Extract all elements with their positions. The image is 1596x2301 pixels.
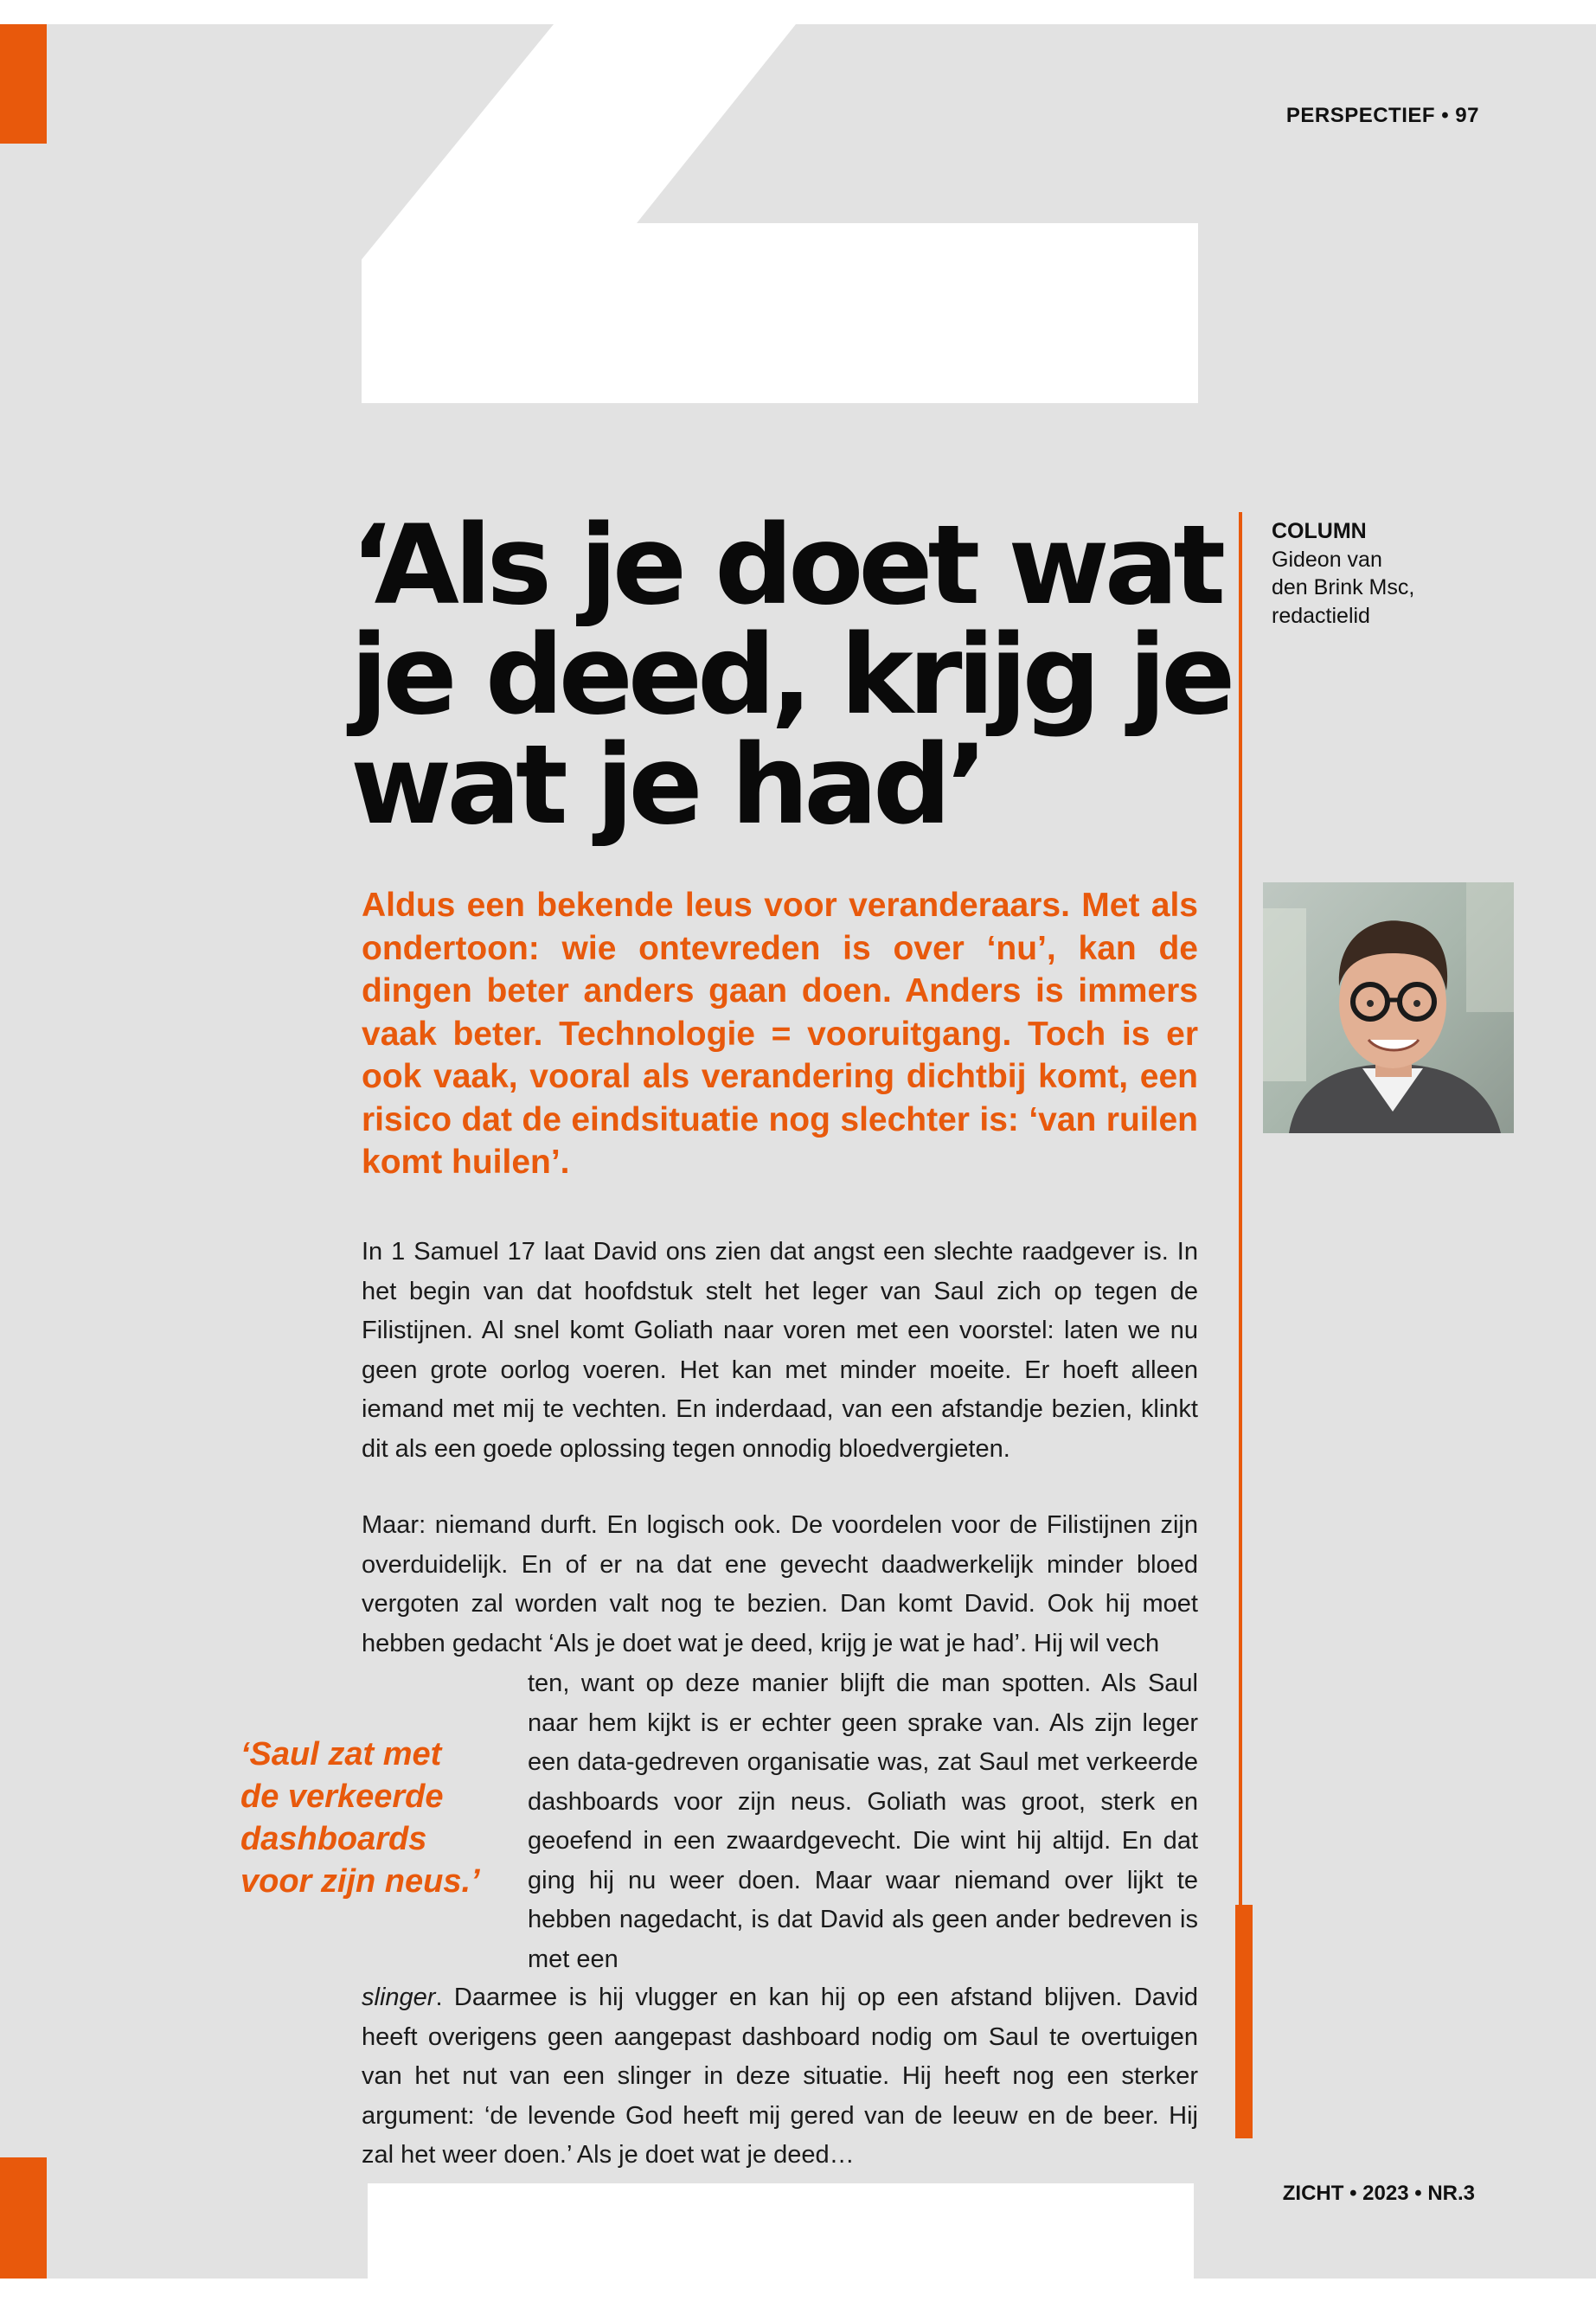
separator-dot: •	[1441, 104, 1456, 127]
page-number: 97	[1455, 104, 1479, 127]
pull-quote-line: dashboards	[240, 1821, 427, 1857]
headline-line: wat je had’	[350, 721, 984, 849]
emphasis-word: slinger	[362, 1984, 436, 2011]
magazine-name: ZICHT	[1282, 2182, 1344, 2205]
pull-quote	[240, 1734, 526, 1903]
body-paragraph: Maar: niemand durft. En logisch ook. De voordelen voor de Filistijnen zijn overduidelijk. En of er na dat ene gevecht daadwerkelijk minder bloed vergoten zal worden valt nog te bezien. Dan komt David. Ook hij moet hebben gedacht ‘Als je doet wat je deed, krijg je wat je had’. Hij wil vech	[362, 1511, 1198, 1657]
pull-quote-line: voor zijn neus.’	[240, 1863, 480, 1900]
issue-number: NR.3	[1427, 2182, 1475, 2205]
accent-bar-bottom	[0, 2157, 47, 2279]
article-lead: Aldus een bekende leus voor veranderaars. Met als ondertoon: wie ontevreden is over ‘nu’, kan de dingen beter anders gaan doen. Anders is immers vaak beter. Technologie = vooruitgang. Toch is er ook vaak, vooral als verandering dichtbij komt, een risico dat de eindsituatie nog slechter is: ‘van ruilen komt huilen’.	[362, 887, 1198, 1181]
author-line: den Brink Msc,	[1272, 575, 1415, 599]
author-line: Gideon van	[1272, 547, 1382, 572]
body-paragraph	[362, 1978, 1198, 2176]
pull-quote-line: ‘Saul zat met	[240, 1736, 442, 1772]
accent-bar-top	[0, 24, 47, 144]
column-byline	[1272, 517, 1497, 630]
issue-year: 2023	[1362, 2182, 1409, 2205]
article-headline	[350, 501, 1233, 849]
bottom-white-block	[368, 2183, 1194, 2279]
author-line: redactielid	[1272, 603, 1370, 628]
column-divider-line	[1239, 512, 1242, 1905]
column-divider-accent	[1235, 1905, 1253, 2138]
separator-dot: •	[1414, 2182, 1428, 2205]
pull-quote-line: de verkeerde	[240, 1779, 444, 1815]
separator-dot: •	[1349, 2182, 1363, 2205]
column-kicker: COLUMN	[1272, 519, 1367, 543]
z-letter-graphic	[0, 0, 1596, 415]
body-paragraph: ten, want op deze manier blijft die man spotten. Als Saul naar hem kijkt is er echter geen sprake van. Als zijn leger een data-gedreven organisatie was, zat Saul met verkeerde dashboards voor zijn neus. Goliath was groot, sterk en geoefend in een zwaardgevecht. Die wint hij altijd. En dat ging hij nu weer doen. Maar waar niemand over lijkt te hebben nagedacht, is dat David als geen ander bedreven is met een	[528, 1670, 1198, 1973]
running-footer	[1194, 2182, 1475, 2206]
running-header	[1211, 104, 1479, 128]
headline-line: je deed, krijg je	[350, 611, 1231, 739]
body-paragraph-continuation: . Daarmee is hij vlugger en kan hij op een afstand blijven. David heeft overigens geen aangepast dashboard nodig om Saul te overtuigen van het nut van een slinger in deze situatie. Hij heeft nog een sterker argument: ‘de levende God heeft mij gered van de leeuw en de beer. Hij zal het weer doen.’ Als je doet wat je deed…	[362, 1984, 1198, 2169]
author-portrait	[1263, 882, 1514, 1133]
section-name: PERSPECTIEF	[1285, 104, 1436, 127]
headline-line: ‘Als je doet wat	[350, 501, 1221, 629]
body-paragraph: In 1 Samuel 17 laat David ons zien dat angst een slechte raadgever is. In het begin van dat hoofdstuk stelt het leger van Saul zich op tegen de Filistijnen. Al snel komt Goliath naar voren met een voorstel: laten we nu geen grote oorlog voeren. Het kan met minder moeite. Er hoeft alleen iemand met mij te vechten. En inderdaad, van een afstandje bezien, klinkt dit als een goede oplossing tegen onnodig bloedvergieten.	[362, 1238, 1198, 1463]
